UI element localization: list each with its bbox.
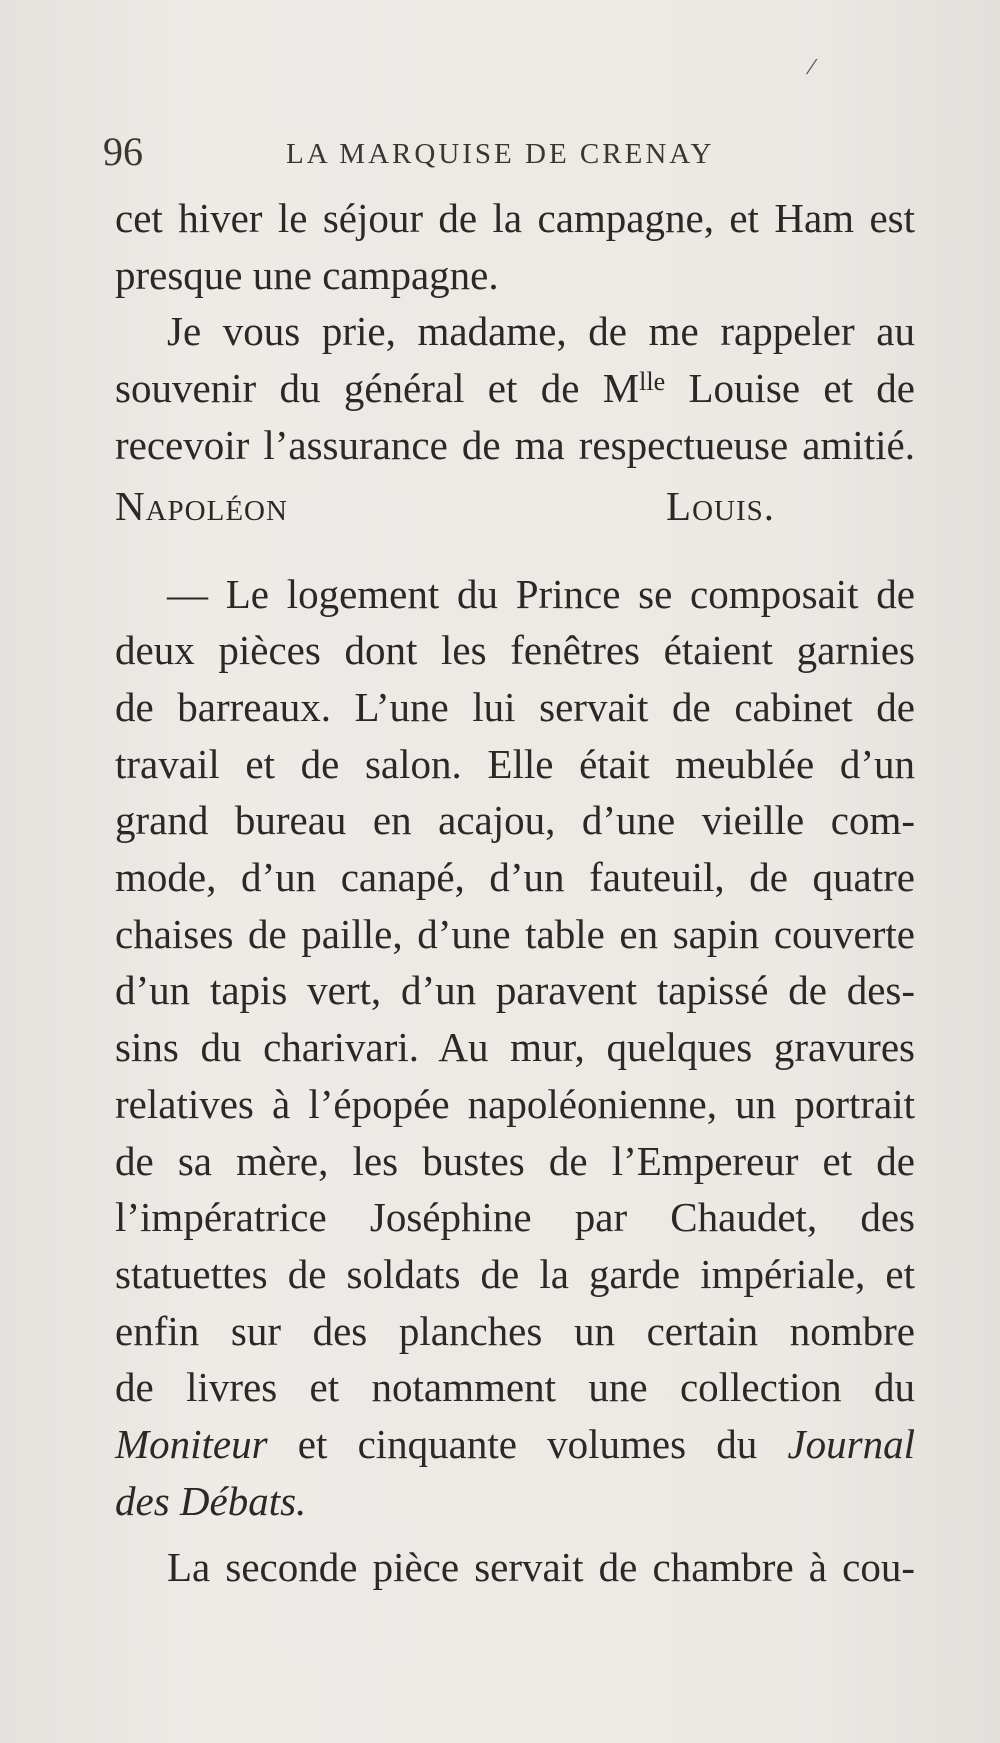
text-line: grand bureau en acajou, d’une vieille com- <box>115 797 915 844</box>
text-fragment: et cinquante volumes du <box>267 1421 788 1468</box>
italic-title: Journal <box>787 1421 915 1468</box>
text-line: statuettes de soldats de la garde impériale, et <box>115 1250 915 1297</box>
text-line: sins du charivari. Au mur, quelques gravures <box>115 1024 915 1071</box>
text-line: travail et de salon. Elle était meublée d’un <box>115 740 915 787</box>
text-line: La seconde pièce servait de chambre à cou- <box>167 1544 915 1591</box>
text-line: chaises de paille, d’une table en sapin couverte <box>115 910 915 957</box>
text-line: cet hiver le séjour de la campagne, et Ham est <box>115 195 915 241</box>
running-head: LA MARQUISE DE CRENAY <box>286 138 715 170</box>
signature: Napoléon Louis. <box>115 482 775 529</box>
text-line: de sa mère, les bustes de l’Empereur et de <box>115 1137 915 1184</box>
text-line: relatives à l’épopée napoléonienne, un portrait <box>115 1080 915 1127</box>
text-line: presque une campagne. <box>115 251 499 298</box>
text-line <box>115 1416 915 1473</box>
text-line: deux pièces dont les fenêtres étaient garnies <box>115 627 915 674</box>
text-line: l’impératrice Joséphine par Chaudet, des <box>115 1194 915 1241</box>
italic-title: Moniteur <box>115 1421 268 1468</box>
text-fragment: souvenir du général et de M <box>115 365 640 412</box>
text-line <box>115 1473 915 1530</box>
page-body <box>115 190 915 1596</box>
text-line: — Le logement du Prince se composait de <box>167 570 915 617</box>
paragraph-gap <box>115 1529 915 1539</box>
text-line: mode, d’un canapé, d’un fauteuil, de quatre <box>115 854 915 901</box>
text-line: de barreaux. L’une lui servait de cabinet de <box>115 683 915 730</box>
superscript: lle <box>639 367 666 397</box>
italic-title: des Débats. <box>115 1477 307 1524</box>
text-fragment: Louise et de <box>665 365 915 412</box>
text-line: enfin sur des planches un certain nombre <box>115 1307 915 1354</box>
text-line <box>115 360 915 417</box>
text-line: de livres et notamment une collection du <box>115 1364 915 1411</box>
text-line: d’un tapis vert, d’un paravent tapissé de des- <box>115 967 915 1014</box>
page-header <box>103 128 893 178</box>
margin-mark: / <box>804 51 819 82</box>
text-line: Je vous prie, madame, de me rappeler au <box>167 308 915 355</box>
text-line: recevoir l’assurance de ma respectueuse amitié. <box>115 421 915 468</box>
page-number: 96 <box>103 129 143 174</box>
